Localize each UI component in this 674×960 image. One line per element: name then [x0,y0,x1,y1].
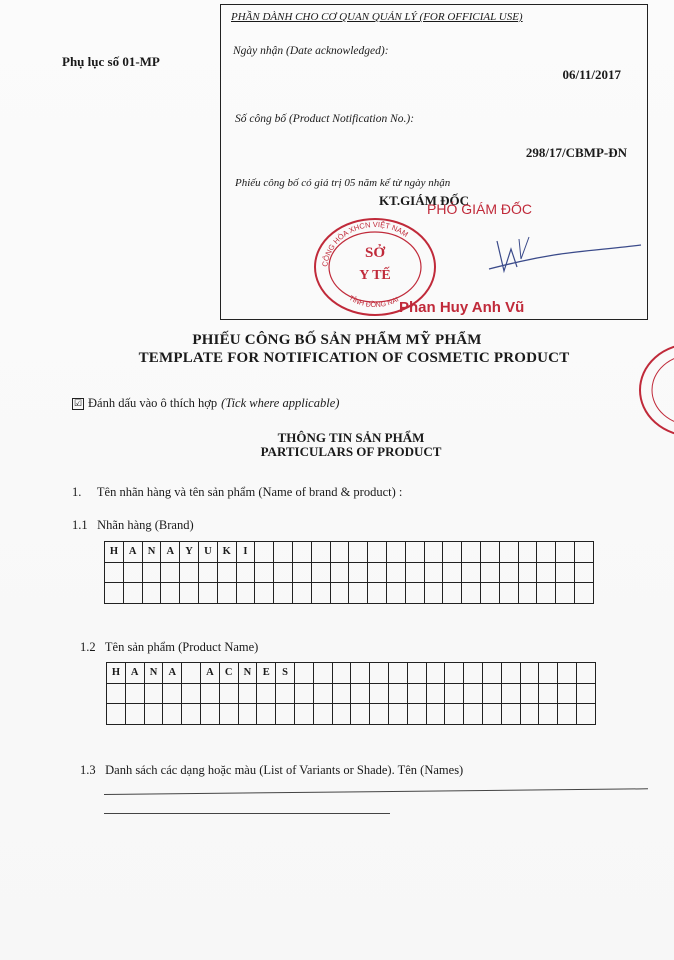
brand-grid-cell [274,542,293,563]
product-grid-cell [107,683,126,704]
product-grid-cell [370,704,389,725]
product-grid-cell [370,663,389,684]
validity-note: Phiếu công bố có giá trị 05 năm kể từ ngày nhận [235,177,451,189]
brand-grid-cell [161,583,180,604]
product-grid-cell: N [238,663,257,684]
brand-grid-cell [292,583,311,604]
product-grid-cell [539,663,558,684]
brand-grid-cell [386,542,405,563]
brand-grid-cell [105,562,124,583]
brand-grid-cell: A [123,542,142,563]
variants-entry-line-short [104,813,390,814]
brand-grid-cell [518,562,537,583]
brand-grid-cell [311,562,330,583]
brand-grid-cell [349,562,368,583]
product-grid-cell [370,683,389,704]
brand-grid-cell [274,562,293,583]
brand-grid-row [105,583,594,604]
product-name-grid [106,662,596,725]
brand-grid-cell [462,562,481,583]
product-grid-cell [163,704,182,725]
brand-grid-cell [105,583,124,604]
section-1-3-label: Danh sách các dạng hoặc màu (List of Variants or Shade). Tên (Names) [105,763,464,777]
seal-inner-line2: Y TẾ [359,268,391,283]
product-grid-cell [351,683,370,704]
brand-grid-cell [217,562,236,583]
brand-grid-cell [424,583,443,604]
product-grid-cell [144,704,163,725]
product-grid-cell [144,683,163,704]
brand-grid-cell [574,542,593,563]
product-grid-row [107,683,596,704]
brand-grid-cell: H [105,542,124,563]
product-grid-cell [520,704,539,725]
product-grid-cell [388,663,407,684]
brand-grid-cell [424,542,443,563]
product-grid-cell [576,663,595,684]
product-grid-cell [388,683,407,704]
product-grid-cell [294,683,313,704]
product-grid-cell [257,683,276,704]
section-1-2-label: Tên sản phẩm (Product Name) [104,640,259,654]
product-grid-cell [576,683,595,704]
brand-grid-cell [349,542,368,563]
brand-grid-cell [217,583,236,604]
seal-outer-text: CỘNG HÒA XHCN VIỆT NAM [320,219,410,268]
product-grid-cell [163,683,182,704]
brand-grid-cell [180,562,199,583]
product-grid-cell [257,704,276,725]
product-grid-cell [332,704,351,725]
brand-grid-cell [349,583,368,604]
product-grid-cell [276,683,295,704]
product-grid-cell [482,704,501,725]
product-grid-cell [482,663,501,684]
product-grid-cell: C [219,663,238,684]
section-1-heading [72,485,402,500]
brand-grid-cell [311,542,330,563]
notification-number-label: Số công bố (Product Notification No.): [235,113,415,125]
brand-grid-cell: U [198,542,217,563]
product-grid-cell [351,704,370,725]
brand-grid-row [105,542,594,563]
tick-instruction-label: Đánh dấu vào ô thích hợp [88,396,218,410]
product-grid-cell [332,663,351,684]
product-grid-cell [182,683,201,704]
product-grid-cell [313,663,332,684]
brand-grid-cell [480,562,499,583]
variants-entry-line [104,788,648,795]
product-grid-cell [182,663,201,684]
product-grid-cell [445,683,464,704]
product-grid-cell [125,683,144,704]
brand-grid-cell [180,583,199,604]
official-use-box [220,4,648,320]
brand-grid-cell [255,583,274,604]
brand-grid-cell [123,583,142,604]
brand-grid-cell [443,542,462,563]
product-grid-cell [520,683,539,704]
section-1-2-heading [80,640,258,655]
document-title-vietnamese: PHIẾU CÔNG BỐ SẢN PHẨM MỸ PHẨM [192,332,482,348]
brand-grid-cell [480,583,499,604]
brand-grid-cell [330,562,349,583]
brand-grid-cell: A [161,542,180,563]
deputy-director-title: PHÓ GIÁM ĐỐC [427,201,533,217]
product-grid-cell [332,683,351,704]
product-grid-cell [125,704,144,725]
kt-director-title: KT.GIÁM ĐỐC [379,193,470,208]
date-acknowledged-value: 06/11/2017 [562,67,621,82]
product-grid-cell [200,704,219,725]
brand-grid-cell [311,583,330,604]
brand-name-grid [104,541,594,604]
brand-grid-cell [537,542,556,563]
checked-checkbox-icon: ☑ [73,398,83,408]
product-grid-cell [426,704,445,725]
product-grid-cell [107,704,126,725]
brand-grid-cell [537,583,556,604]
product-grid-cell: E [257,663,276,684]
product-grid-cell: A [200,663,219,684]
brand-grid-cell [499,542,518,563]
brand-grid-cell [537,562,556,583]
brand-grid-cell [255,562,274,583]
brand-grid-cell [386,583,405,604]
product-grid-cell: S [276,663,295,684]
product-grid-cell [464,663,483,684]
brand-grid-row [105,562,594,583]
brand-grid-cell [386,562,405,583]
product-grid-cell [294,704,313,725]
particulars-heading-vietnamese: THÔNG TIN SẢN PHẨM [277,430,425,445]
section-1-label: Tên nhãn hàng và tên sản phẩm (Name of brand & product) : [96,485,403,499]
section-1-3-heading [80,763,463,778]
product-grid-cell [219,704,238,725]
product-grid-cell [464,683,483,704]
product-grid-cell [313,704,332,725]
product-grid-cell [407,683,426,704]
brand-grid-cell [556,542,575,563]
brand-grid-cell [368,583,387,604]
brand-grid-cell [236,562,255,583]
brand-grid-cell [574,562,593,583]
product-grid-cell: N [144,663,163,684]
brand-grid-cell [368,562,387,583]
product-grid-cell: A [125,663,144,684]
product-grid-cell [426,663,445,684]
brand-grid-cell [518,583,537,604]
brand-grid-cell [556,562,575,583]
brand-grid-cell [236,583,255,604]
brand-grid-cell: Y [180,542,199,563]
brand-grid-cell [292,542,311,563]
section-1-1-number: 1.1 [72,518,88,532]
product-grid-cell [576,704,595,725]
section-1-3-number: 1.3 [80,763,96,777]
brand-grid-cell [480,542,499,563]
brand-grid-cell [142,583,161,604]
date-acknowledged-label: Ngày nhận (Date acknowledged): [233,45,389,57]
product-grid-cell [388,704,407,725]
product-grid-cell [501,704,520,725]
brand-grid-cell [198,562,217,583]
product-grid-cell: A [163,663,182,684]
brand-grid-cell [443,562,462,583]
section-1-2-number: 1.2 [80,640,96,654]
brand-grid-cell [574,583,593,604]
product-grid-cell [539,683,558,704]
brand-grid-cell [424,562,443,583]
brand-grid-cell [462,542,481,563]
product-grid-row [107,704,596,725]
brand-grid-cell: N [142,542,161,563]
brand-grid-cell [368,542,387,563]
product-grid-cell [407,663,426,684]
product-grid-cell [219,683,238,704]
brand-grid-cell [499,583,518,604]
product-grid-row [107,663,596,684]
product-grid-cell [294,663,313,684]
product-grid-cell [276,704,295,725]
particulars-heading-english: PARTICULARS OF PRODUCT [260,444,442,459]
section-1-1-label: Nhãn hàng (Brand) [97,518,194,532]
brand-grid-cell: K [217,542,236,563]
signer-name: Phan Huy Anh Vũ [399,299,525,316]
brand-grid-cell [518,542,537,563]
product-grid-cell [238,704,257,725]
product-grid-cell [426,683,445,704]
brand-grid-cell [330,542,349,563]
brand-grid-cell [405,562,424,583]
product-grid-cell [445,704,464,725]
product-grid-cell [351,663,370,684]
handwritten-signature [379,219,649,299]
product-grid-cell [539,704,558,725]
brand-grid-cell [556,583,575,604]
brand-grid-cell [499,562,518,583]
brand-grid-cell [405,583,424,604]
product-grid-cell [200,683,219,704]
product-grid-cell: H [107,663,126,684]
tick-instruction-note: (Tick where applicable) [221,396,340,410]
brand-grid-cell [161,562,180,583]
brand-grid-cell: I [236,542,255,563]
product-grid-cell [407,704,426,725]
seal-inner-line1: SỞ [364,245,386,261]
brand-grid-cell [274,583,293,604]
brand-grid-cell [405,542,424,563]
tick-instruction [72,396,339,411]
section-1-1-heading [72,518,194,533]
product-grid-cell [558,704,577,725]
document-title-english: TEMPLATE FOR NOTIFICATION OF COSMETIC PRODUCT [138,350,570,366]
brand-grid-cell [462,583,481,604]
section-1-number: 1. [72,485,82,499]
product-grid-cell [501,663,520,684]
seal-bottom-text: TỈNH ĐỒNG NAI [347,294,401,310]
notification-number-value: 298/17/CBMP-ĐN [525,145,627,160]
appendix-label: Phụ lục số 01-MP [62,54,160,69]
product-grid-cell [520,663,539,684]
product-grid-cell [238,683,257,704]
brand-grid-cell [142,562,161,583]
brand-grid-cell [255,542,274,563]
brand-grid-cell [443,583,462,604]
brand-grid-cell [123,562,142,583]
brand-grid-cell [198,583,217,604]
brand-grid-cell [292,562,311,583]
product-grid-cell [482,683,501,704]
product-grid-cell [558,663,577,684]
product-grid-cell [558,683,577,704]
product-grid-cell [445,663,464,684]
product-grid-cell [313,683,332,704]
product-grid-cell [464,704,483,725]
product-grid-cell [182,704,201,725]
product-grid-cell [501,683,520,704]
official-use-header: PHẦN DÀNH CHO CƠ QUAN QUẢN LÝ (FOR OFFICIAL USE) [231,11,523,23]
brand-grid-cell [330,583,349,604]
